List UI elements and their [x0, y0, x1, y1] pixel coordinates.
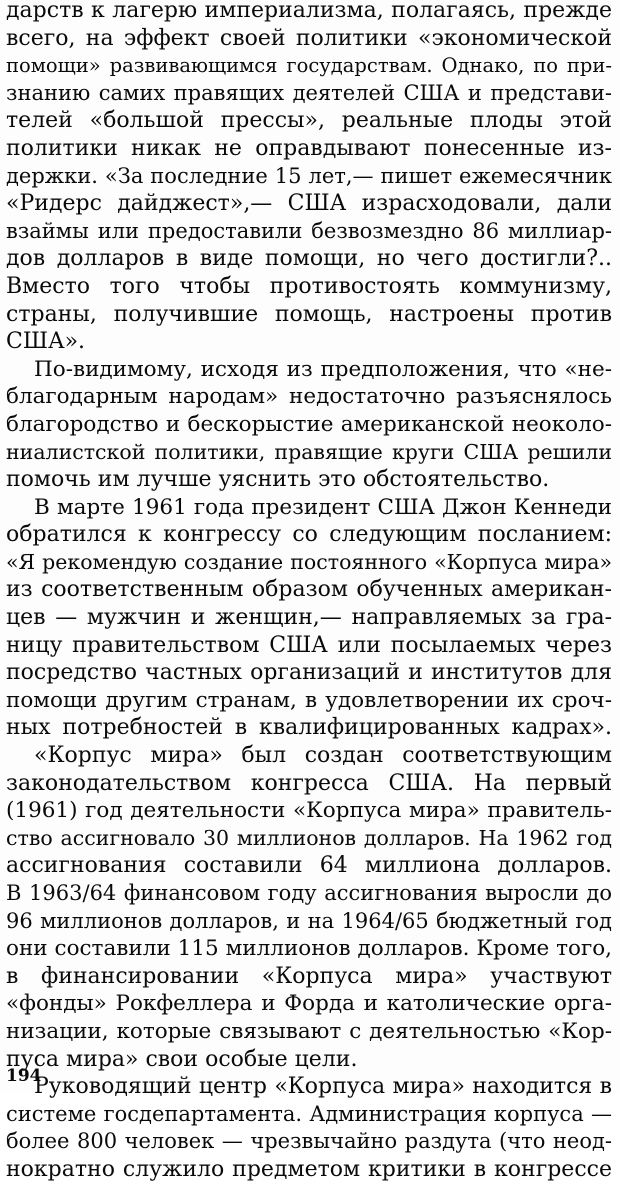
text-line: дарств к лагерю империализма, полагаясь, прежде [6, 0, 612, 23]
text-line: системе госдепартамента. Администрация корпуса — [6, 1101, 612, 1126]
text-line: дов долларов в виде помощи, но чего достигли?.. [6, 246, 612, 272]
text-line: телей «большой прессы», реальные плоды этой [6, 108, 612, 134]
text-line: «Ридерс дайджест»,— США израсходовали, дали [6, 191, 612, 217]
text-line: ницу правительством США или посылаемых через [6, 632, 612, 658]
text-line: Вместо того чтобы противостоять коммунизму, [6, 273, 612, 299]
text-line: ных потребностей в квалифицированных кадрах». [6, 715, 612, 741]
text-line: нократно служило предметом критики в конгрессе [6, 1156, 612, 1182]
text-line: помочь им лучше уяснить это обстоятельство. [6, 467, 550, 493]
text-line: ниалистской политики, правящие круги США решили [6, 439, 612, 464]
text-line: помощи другим странам, в удовлетворении их сроч- [6, 687, 612, 713]
text-line: США». [6, 329, 86, 355]
text-line: политики никак не оправдывают понесенные из- [6, 135, 612, 161]
text-line: пуса мира» свои особые цели. [6, 1046, 358, 1072]
text-line: ассигнования составили 64 миллиона долларов. [6, 853, 612, 879]
page-number: 194 [6, 1066, 42, 1086]
text-line: всего, на эффект своей политики «экономической [6, 25, 612, 51]
body-text [6, 0, 612, 1184]
text-line: законодательством конгресса США. На первый [6, 770, 612, 796]
text-line: обратился к конгрессу со следующим посланием: [6, 522, 612, 548]
text-line: держки. «За последние 15 лет,— пишет ежемесячник [6, 163, 612, 188]
text-line: Руководящий центр «Корпуса мира» находится в [34, 1074, 612, 1100]
text-line: они составили 115 миллионов долларов. Кроме того, [6, 936, 612, 962]
text-line: цев — мужчин и женщин,— направляемых за гра- [6, 605, 612, 631]
text-line: знанию самих правящих деятелей США и представи- [6, 80, 612, 105]
text-line: «Корпус мира» был создан соответствующим [34, 743, 612, 769]
text-line: 96 миллионов долларов, и на 1964/65 бюджетный год [6, 908, 612, 933]
text-line: страны, получившие помощь, настроены против [6, 301, 612, 327]
text-line: В 1963/64 финансовом году ассигнования выросли до [6, 881, 612, 905]
text-line: посредство частных организаций и институтов для [6, 660, 612, 686]
text-line: помощи» развивающимся государствам. Однако, по при- [6, 54, 612, 78]
text-line: из соответственным образом обученных американ- [6, 577, 612, 603]
text-line: взаймы или предоставили безвозмездно 86 миллиар- [6, 218, 612, 243]
text-line: более 800 человек — чрезвычайно раздута (что неод- [6, 1129, 612, 1154]
text-line: в финансировании «Корпуса мира» участвуют [6, 963, 612, 989]
text-line: (1961) год деятельности «Корпуса мира» правитель- [6, 798, 612, 824]
text-line: «Я рекомендую создание постоянного «Корпуса мира» [6, 549, 612, 574]
text-line: В марте 1961 года президент США Джон Кеннеди [34, 494, 612, 520]
text-line: благодарным народам» недостаточно разъяснялось [6, 384, 612, 410]
text-line: ство ассигновало 30 миллионов долларов. На 1962 год [6, 825, 612, 850]
text-line: низации, которые связывают с деятельностью «Кор- [6, 1018, 612, 1044]
text-line: По-видимому, исходя из предположения, что «не- [34, 356, 612, 382]
text-line: благородство и бескорыстие американской неоколо- [6, 411, 612, 437]
text-line: «фонды» Рокфеллера и Форда и католические орга- [6, 991, 612, 1017]
